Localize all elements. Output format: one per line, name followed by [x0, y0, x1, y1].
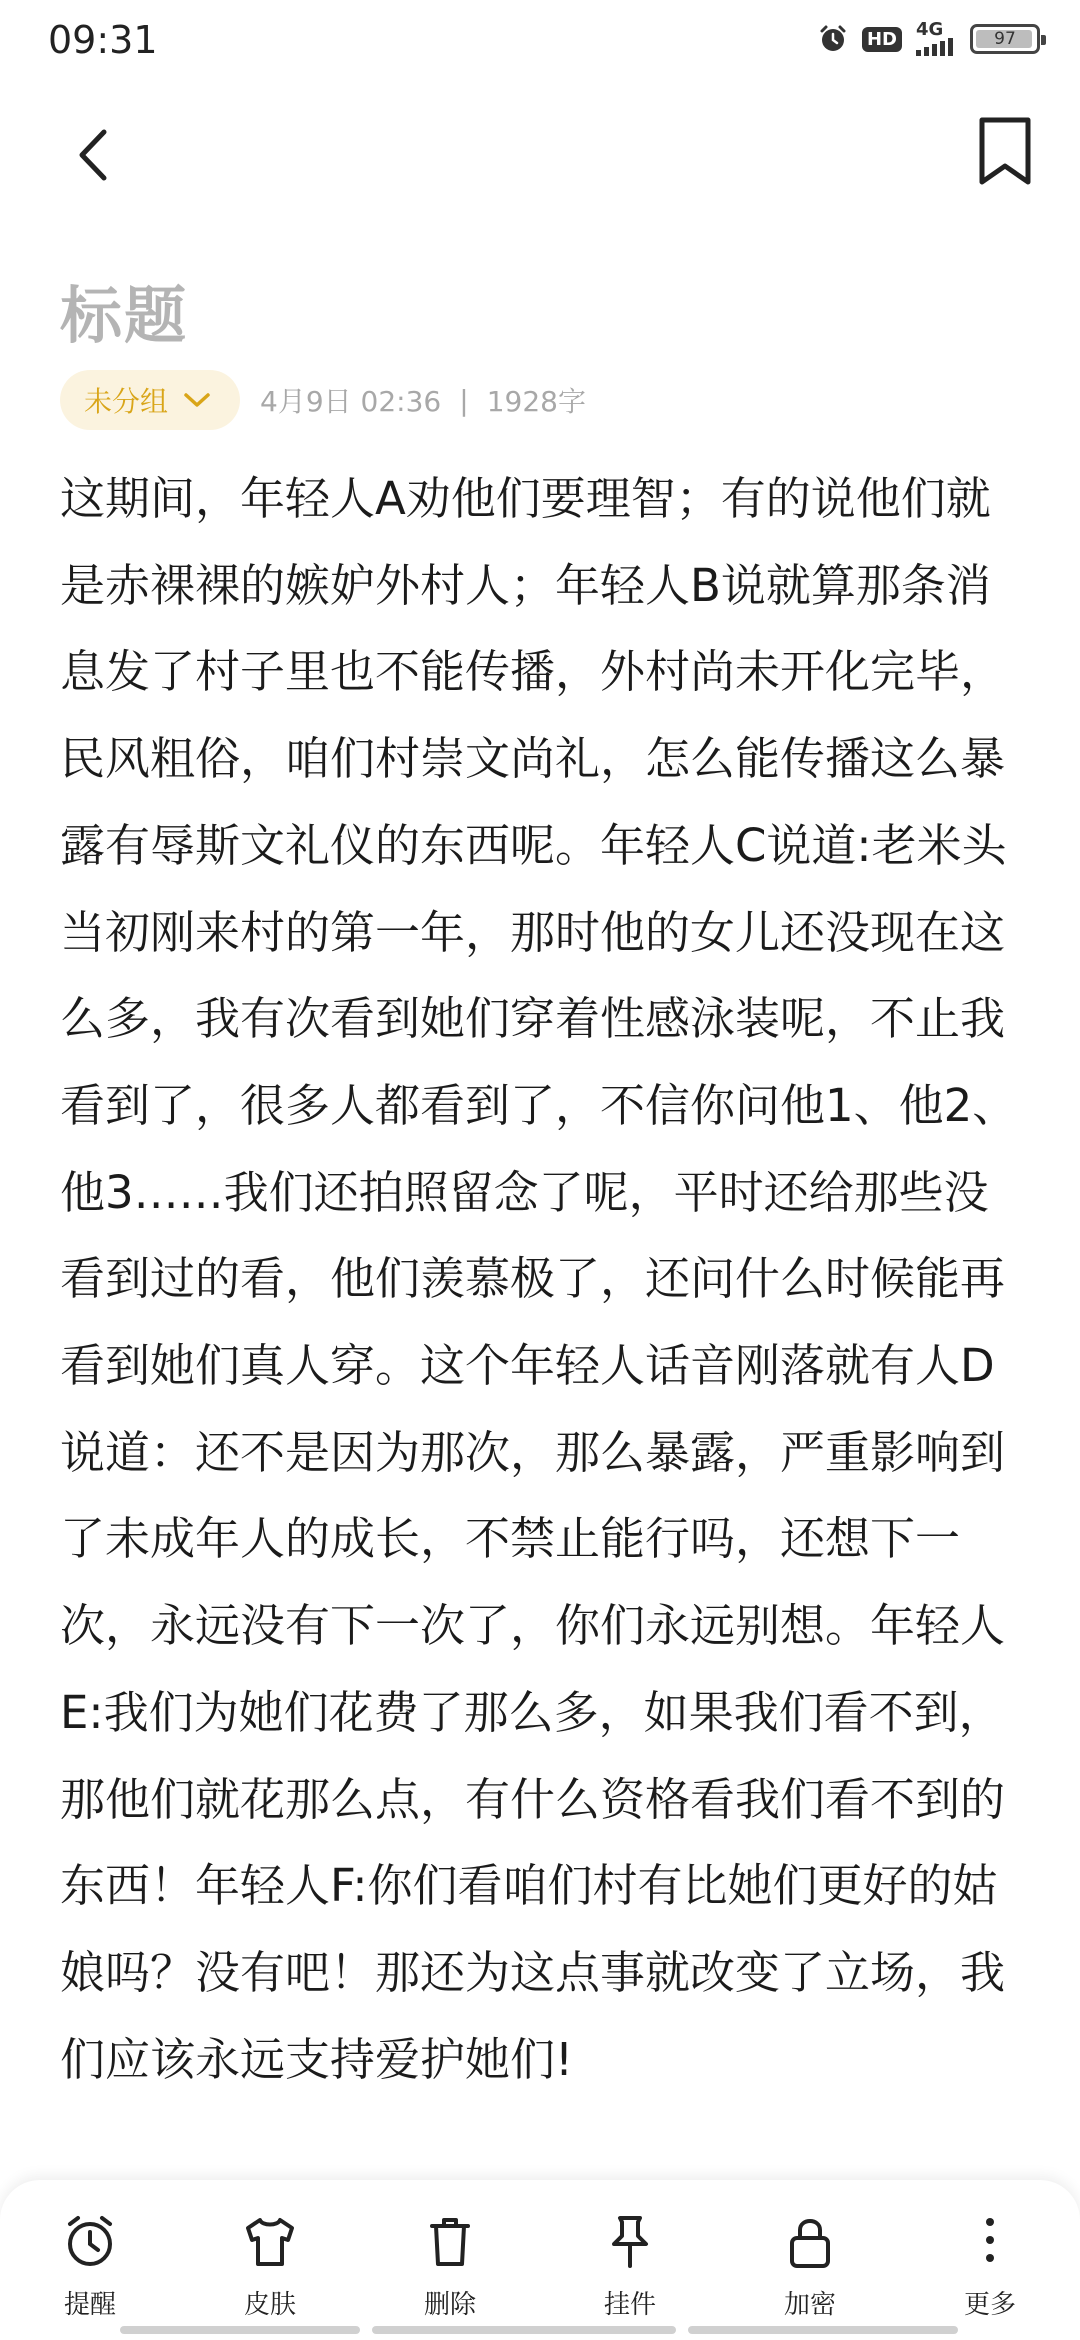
delete-label: 删除 — [423, 2290, 476, 2320]
battery-level: 97 — [994, 29, 1016, 49]
note-meta — [60, 370, 586, 430]
encrypt-label: 加密 — [783, 2290, 836, 2320]
word-count: 1928字 — [486, 385, 586, 418]
status-time: 09:31 — [48, 18, 158, 62]
delete-button[interactable] — [370, 2210, 530, 2321]
widget-button[interactable] — [550, 2210, 710, 2321]
bottom-toolbar — [0, 2180, 1080, 2340]
toolbar-items — [0, 2210, 1080, 2321]
nav-indicator-right — [688, 2326, 958, 2334]
nav-indicator-left — [120, 2326, 360, 2334]
status-icons — [818, 19, 1040, 56]
encrypt-button[interactable] — [730, 2210, 890, 2321]
meta-separator: | — [459, 383, 469, 417]
note-date: 4月9日 02:36 — [260, 385, 442, 418]
alarm-icon — [818, 24, 848, 54]
alarm-clock-icon — [58, 2210, 122, 2274]
chevron-down-icon — [182, 390, 212, 410]
trash-icon — [418, 2210, 482, 2274]
lock-icon — [778, 2210, 842, 2274]
signal-icon — [916, 38, 956, 56]
shirt-icon — [238, 2210, 302, 2274]
skin-button[interactable] — [190, 2210, 350, 2321]
battery-icon — [970, 24, 1040, 54]
remind-label: 提醒 — [63, 2290, 116, 2320]
bookmark-icon — [970, 112, 1040, 192]
more-vertical-icon — [958, 2210, 1022, 2274]
more-button[interactable] — [910, 2210, 1070, 2321]
status-bar — [0, 0, 1080, 84]
group-label: 未分组 — [84, 385, 169, 418]
nav-indicator-center — [372, 2326, 676, 2334]
bookmark-button[interactable] — [970, 112, 1040, 192]
remind-button[interactable] — [10, 2210, 170, 2321]
note-body[interactable]: 这期间，年轻人A劝他们要理智；有的说他们就是赤裸裸的嫉妒外村人；年轻人B说就算那条消息发了村子里也不能传播，外村尚未开化完毕，民风粗俗，咱们村崇文尚礼，怎么能传播这么暴露有辱斯文礼仪的东西呢。年轻人C说道:老米头当初刚来村的第一年，那时他的女儿还没现在这么多，我有次看到她们穿着性感泳装呢，不止我看到了，很多人都看到了，不信你问他1、他2、他3……我们还拍照留念了呢，平时还给那些没看到过的看，他们羡慕极了，还问什么时候能再看到她们真人穿。这个年轻人话音刚落就有人D说道：还不是因为那次，那么暴露，严重影响到了未成年人的成长，不禁止能行吗，还想下一次，永远没有下一次了，你们永远别想。年轻人E:我们为她们花费了那么多，如果我们看不到，那他们就花那么点，有什么资格看我们看不到的东西！年轻人F:你们看咱们村有比她们更好的姑娘吗？没有吧！那还为这点事就改变了立场，我们应该永远支持爱护她们! — [60, 472, 1018, 2086]
signal-group — [916, 19, 956, 56]
back-button[interactable] — [60, 120, 130, 190]
skin-label: 皮肤 — [243, 2290, 296, 2320]
battery-cap — [1041, 35, 1046, 45]
chevron-left-icon — [60, 120, 130, 190]
note-title[interactable]: 标题 — [60, 279, 189, 352]
network-type: 4G — [916, 19, 944, 40]
group-selector[interactable] — [60, 370, 240, 430]
pin-icon — [598, 2210, 662, 2274]
hd-badge: HD — [862, 27, 902, 52]
widget-label: 挂件 — [603, 2290, 656, 2320]
more-label: 更多 — [963, 2290, 1016, 2320]
